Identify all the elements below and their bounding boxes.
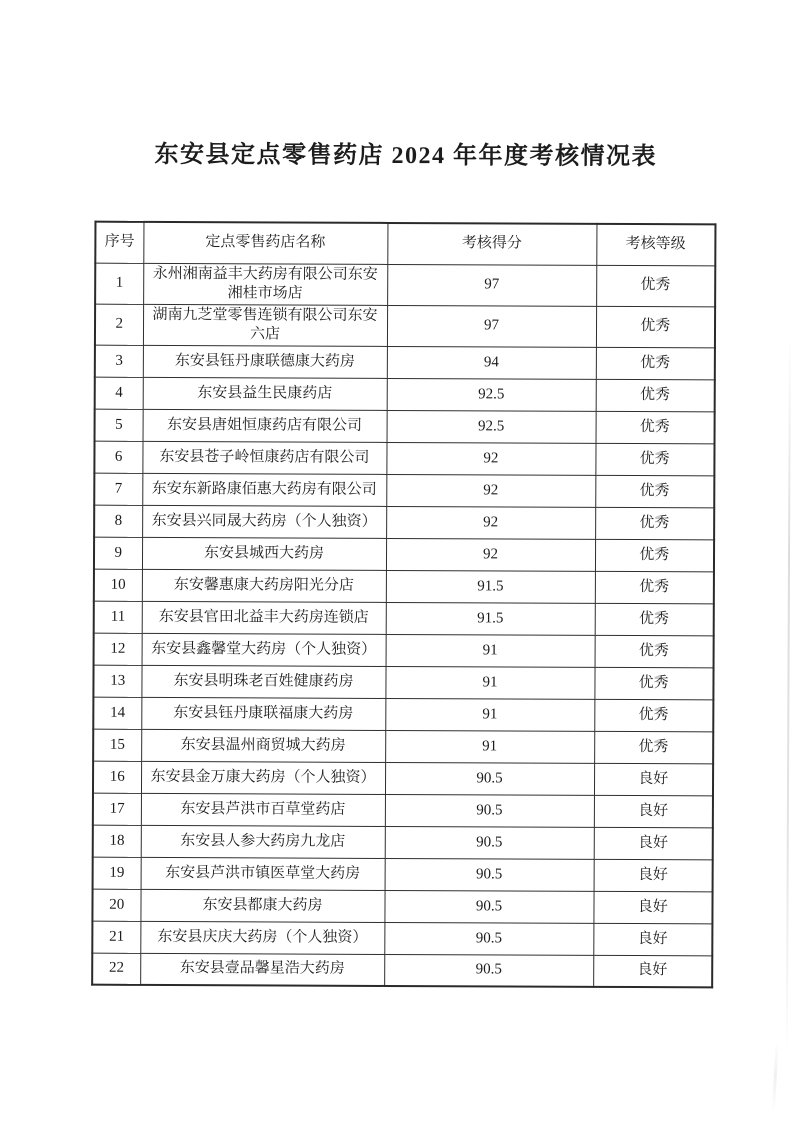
assessment-grade: 优秀 [595, 603, 714, 636]
row-index: 16 [93, 761, 141, 793]
assessment-score: 90.5 [385, 858, 594, 891]
col-header-index: 序号 [95, 222, 143, 263]
assessment-score: 92 [386, 506, 595, 539]
assessment-score: 92 [386, 442, 595, 475]
table-row [93, 761, 713, 796]
assessment-score: 90.5 [384, 922, 593, 955]
assessment-table [91, 221, 716, 989]
assessment-grade: 优秀 [595, 507, 714, 540]
pharmacy-name: 东安县温州商贸城大药房 [141, 729, 385, 762]
assessment-grade: 良好 [594, 763, 713, 796]
assessment-grade: 优秀 [596, 306, 715, 348]
assessment-grade: 良好 [593, 923, 712, 956]
assessment-score: 92.5 [387, 410, 596, 443]
row-index: 12 [94, 633, 142, 665]
row-index: 8 [94, 505, 142, 537]
assessment-grade: 良好 [594, 795, 713, 828]
assessment-grade: 良好 [593, 891, 712, 924]
col-header-score: 考核得分 [387, 223, 596, 265]
table-row [92, 921, 712, 956]
assessment-grade: 优秀 [595, 539, 714, 572]
assessment-score: 91 [386, 634, 595, 667]
pharmacy-name: 东安县庆庆大药房（个人独资） [140, 921, 384, 954]
table-row [94, 473, 714, 508]
pharmacy-name: 东安县芦洪市百草堂药店 [141, 793, 385, 826]
table-row [93, 665, 713, 700]
row-index: 4 [95, 377, 143, 409]
assessment-grade: 优秀 [594, 731, 713, 764]
scan-smudge [772, 1042, 779, 1112]
row-index: 18 [93, 825, 141, 857]
row-index: 17 [93, 793, 141, 825]
table-body [92, 263, 715, 988]
row-index: 19 [93, 857, 141, 889]
assessment-score: 90.5 [385, 762, 594, 795]
row-index: 15 [93, 729, 141, 761]
assessment-score: 91.5 [386, 570, 595, 603]
table-row [95, 377, 715, 412]
assessment-score: 91 [385, 698, 594, 731]
table-row [93, 793, 713, 828]
col-header-grade: 考核等级 [596, 224, 715, 266]
pharmacy-name: 东安县城西大药房 [142, 537, 386, 570]
table-row [93, 697, 713, 732]
pharmacy-name: 东安县壹品馨星浩大药房 [140, 953, 384, 986]
assessment-score: 92.5 [387, 378, 596, 411]
assessment-score: 90.5 [384, 954, 593, 987]
assessment-score: 91.5 [386, 602, 595, 635]
pharmacy-name: 东安县鑫馨堂大药房（个人独资） [142, 633, 386, 666]
pharmacy-name: 东安县官田北益丰大药房连锁店 [142, 601, 386, 634]
assessment-grade: 良好 [594, 859, 713, 892]
row-index: 3 [95, 345, 143, 377]
row-index: 14 [93, 697, 141, 729]
assessment-grade: 优秀 [594, 667, 713, 700]
pharmacy-name: 东安县芦洪市镇医草堂大药房 [141, 857, 385, 890]
header-row [95, 222, 715, 266]
row-index: 21 [92, 921, 140, 953]
pharmacy-name: 东安县唐姐恒康药店有限公司 [143, 409, 387, 442]
table-row [94, 441, 714, 476]
assessment-score: 90.5 [385, 794, 594, 827]
pharmacy-name: 东安县苍子岭恒康药店有限公司 [142, 441, 386, 474]
col-header-name: 定点零售药店名称 [143, 222, 387, 264]
table-row [95, 304, 715, 348]
assessment-score: 92 [386, 474, 595, 507]
table-row [93, 825, 713, 860]
table-row [92, 889, 712, 924]
assessment-grade: 良好 [593, 955, 712, 988]
table-row [95, 409, 715, 444]
assessment-grade: 优秀 [595, 635, 714, 668]
assessment-score: 91 [385, 666, 594, 699]
pharmacy-name: 东安县人参大药房九龙店 [141, 825, 385, 858]
row-index: 22 [92, 953, 140, 985]
assessment-score: 91 [385, 730, 594, 763]
assessment-grade: 优秀 [596, 411, 715, 444]
pharmacy-name: 永州湘南益丰大药房有限公司东安湘桂市场店 [143, 263, 387, 305]
table-row [94, 569, 714, 604]
table-row [93, 857, 713, 892]
assessment-score: 97 [387, 264, 596, 306]
table-row [93, 729, 713, 764]
table-row [94, 537, 714, 572]
page-title: 东安县定点零售药店 2024 年年度考核情况表 [154, 141, 658, 171]
table-row [94, 633, 714, 668]
table-row [92, 953, 712, 988]
row-index: 13 [93, 665, 141, 697]
row-index: 2 [95, 304, 143, 345]
assessment-grade: 优秀 [595, 443, 714, 476]
assessment-score: 97 [387, 305, 596, 347]
assessment-grade: 优秀 [595, 475, 714, 508]
row-index: 1 [95, 263, 143, 304]
assessment-grade: 优秀 [596, 379, 715, 412]
assessment-grade: 良好 [594, 827, 713, 860]
pharmacy-name: 东安县钰丹康联福康大药房 [141, 697, 385, 730]
assessment-score: 90.5 [385, 826, 594, 859]
row-index: 5 [95, 409, 143, 441]
table-header [95, 222, 715, 266]
pharmacy-name: 东安县益生民康药店 [143, 377, 387, 410]
row-index: 6 [94, 441, 142, 473]
row-index: 11 [94, 601, 142, 633]
pharmacy-name: 东安县钰丹康联德康大药房 [143, 345, 387, 378]
pharmacy-name: 东安县金万康大药房（个人独资） [141, 761, 385, 794]
pharmacy-name: 东安县明珠老百姓健康药房 [141, 665, 385, 698]
table-row [94, 505, 714, 540]
pharmacy-name: 东安县都康大药房 [140, 889, 384, 922]
row-index: 20 [92, 889, 140, 921]
assessment-grade: 优秀 [596, 265, 715, 307]
assessment-score: 92 [386, 538, 595, 571]
row-index: 7 [94, 473, 142, 505]
pharmacy-name: 湖南九芝堂零售连锁有限公司东安六店 [143, 304, 387, 346]
row-index: 9 [94, 537, 142, 569]
pharmacy-name: 东安馨惠康大药房阳光分店 [142, 569, 386, 602]
table-row [94, 601, 714, 636]
pharmacy-name: 东安东新路康佰惠大药房有限公司 [142, 473, 386, 506]
table-row [95, 345, 715, 380]
assessment-score: 90.5 [384, 890, 593, 923]
table-row [95, 263, 715, 307]
assessment-grade: 优秀 [594, 699, 713, 732]
pharmacy-name: 东安县兴同晟大药房（个人独资） [142, 505, 386, 538]
assessment-grade: 优秀 [595, 571, 714, 604]
row-index: 10 [94, 569, 142, 601]
scan-edge-shadow [786, 337, 791, 1057]
assessment-score: 94 [387, 346, 596, 379]
assessment-grade: 优秀 [596, 347, 715, 380]
